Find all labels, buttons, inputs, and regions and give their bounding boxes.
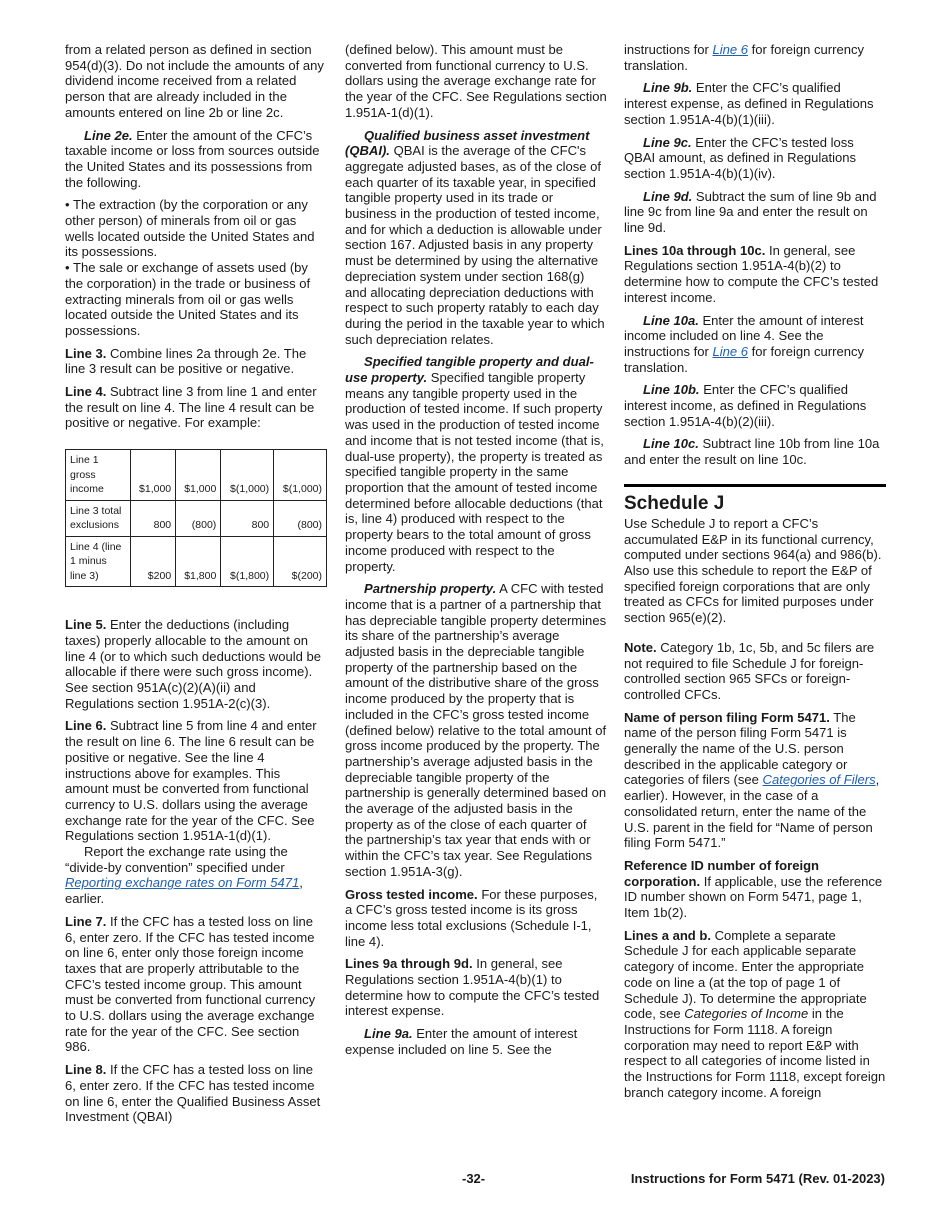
line-6-link[interactable]: Line 6 xyxy=(712,42,749,57)
l10b-heading: Line 10b. xyxy=(643,382,700,398)
stp-heading: Specified tangible property and dual-use property. xyxy=(345,354,594,386)
reporting-exchange-rates-link[interactable]: Reporting exchange rates on Form 5471 xyxy=(65,875,300,891)
document-title-footer: Instructions for Form 5471 (Rev. 01-2023) xyxy=(630,1171,885,1186)
l9d-heading: Line 9d. xyxy=(643,188,693,204)
table-cell: (800) xyxy=(274,500,327,536)
example-table xyxy=(65,449,327,587)
name-of-person-paragraph xyxy=(624,710,886,851)
stp-text: Specified tangible property means any tangible property used in the production of tested income. If such property was used in the production of tested income and income that is not tested income (that is, dual-use property), the property is treated as specified tangible property in the same proportion that the amount of tested income determined before allocable deductions (that is, line 4) produced with respect to the property bears to the total amount of gross income produced with respect to the property. xyxy=(345,370,604,574)
reference-id-paragraph xyxy=(624,858,886,921)
line-5-heading: Line 5. xyxy=(65,617,107,633)
reference-id-text: If applicable, use the reference ID number shown on Form 5471, page 1, Item 1b(2). xyxy=(624,873,883,921)
partnership-property-paragraph xyxy=(345,581,607,879)
line-6-heading: Line 6. xyxy=(65,718,107,734)
line-5-text: Enter the deductions (including taxes) properly allocable to the amount on line 4 (or to which such deductions would be allocable if there were such gross income). See section 951A(c)(2)(A)(ii) and Regulations section 1.951A-2(c)(3). xyxy=(65,617,322,711)
pp-heading: Partnership property. xyxy=(364,581,497,597)
line-4-text: Subtract line 3 from line 1 and enter the result on line 4. The line 4 result can be positive or negative. For example: xyxy=(65,384,317,431)
line-9c-paragraph xyxy=(624,135,886,182)
paragraph-continuation: (defined below). This amount must be converted from functional currency to U.S. dollars using the average exchange rate for the year of the CFC. See Regulations section 1.951A-1(d)(1). xyxy=(345,42,607,120)
text: for foreign currency translation. xyxy=(624,343,865,375)
text: Enter the amount of interest income included on line 4. See the instructions for xyxy=(624,312,864,359)
text: in the Instructions for Form 1118. A foreign corporation may need to report E&P with respect to all categories of income listed in the Instructions for Form 1118, except foreign branch category income. A foreign xyxy=(624,1006,886,1100)
text: The name of the person filing Form 5471 is generally the name of the U.S. person described in the applicable category or categories of filers (see xyxy=(624,709,856,788)
line-7-paragraph xyxy=(65,914,327,1055)
l10-text: In general, see Regulations section 1.951A-4(b)(2) to determine how to compute the CFC’s tested interest income. xyxy=(624,242,879,305)
column-3 xyxy=(624,42,886,1107)
name-heading: Name of person filing Form 5471. xyxy=(624,709,830,725)
gross-tested-income-paragraph xyxy=(345,887,607,950)
schedule-j-intro: Use Schedule J to report a CFC’s accumulated E&P in its functional currency, computed under sections 964(a) and 986(b). Also use this schedule to report the E&P of specified foreign corporations that are only treated as CFCs for limited purposes under section 965(e)(2). xyxy=(624,515,882,626)
table-cell: $(1,800) xyxy=(221,536,274,587)
line-9b-paragraph xyxy=(624,80,886,127)
schedule-j-heading: Schedule J xyxy=(624,492,725,514)
lines-a-b-paragraph xyxy=(624,928,886,1101)
text: Complete a separate Schedule J for each applicable separate category of income. Enter the appropriate code on line a (at the top of page 1 of Schedule J). To determine the appropriate code, see xyxy=(624,927,867,1022)
l10c-heading: Line 10c. xyxy=(643,436,699,452)
l10b-text: Enter the CFC’s qualified interest income, as defined in Regulations section 1.951A-4(b)(2)(iii). xyxy=(624,382,867,429)
l9c-heading: Line 9c. xyxy=(643,134,692,150)
table-cell: $(1,000) xyxy=(221,450,274,501)
qbai-paragraph xyxy=(345,128,607,348)
l9a-text: Enter the amount of interest expense included on line 5. See the xyxy=(345,1026,578,1057)
lines-10a-10c-paragraph xyxy=(624,243,886,306)
line-10c-paragraph xyxy=(624,436,886,467)
gti-text: For these purposes, a CFC’s gross tested income is its gross income less total exclusions (Schedule I-1, line 4). xyxy=(345,886,598,949)
line-9a-paragraph xyxy=(345,1026,607,1057)
pp-text: A CFC with tested income that is a partner of a partnership that has depreciable tangible property determines its share of the partnership’s average adjusted basis in the depreciable tangible property of the partnership based on the amount of the distributive share of the gross income produced by the property that is included in the CFC’s gross tested income (defined below) relative to the total amount of gross income produced by the property. The partnership’s average adjusted basis in the depreciable tangible property of the partnership is generally determined based on the average of the adjusted basis in the property as of the close of each quarter of the partnership’s tax year that ends with or within the CFC’s tax year. See Regulations section 1.951A-3(g). xyxy=(345,581,607,879)
line-5-paragraph xyxy=(65,617,327,711)
bullet-text: The sale or exchange of assets used (by the corporation) in the trade or business of extracting minerals from oil or gas wells located outside the United States and its possessions. xyxy=(65,260,311,338)
text: for foreign currency translation. xyxy=(624,42,865,73)
page-number: -32- xyxy=(462,1171,486,1186)
line-7-heading: Line 7. xyxy=(65,913,107,929)
report-exchange-paragraph xyxy=(65,844,327,907)
paragraph-continuation: from a related person as defined in section 954(d)(3). Do not include the amounts of any dividend income received from a related person that are already included in the amounts entered on line 2b or line 2c. xyxy=(65,42,324,120)
text: instructions for xyxy=(624,42,709,57)
l9b-heading: Line 9b. xyxy=(643,80,693,96)
line-7-text: If the CFC has a tested loss on line 6, enter zero. If the CFC has tested income on line 6, enter only those foreign income taxes that are properly attributable to the CFC’s tested income group. This amount must be converted from functional currency to U.S. dollars using the average exchange rate for the year of the CFC. See section 986. xyxy=(65,913,316,1055)
table-row xyxy=(66,500,327,536)
l9-heading: Lines 9a through 9d. xyxy=(345,956,473,972)
report-text: Report the exchange rate using the “divide-by convention” specified under xyxy=(65,844,288,875)
l9b-text: Enter the CFC’s qualified interest expense, as defined in Regulations section 1.951A-4(b)(1)(iii). xyxy=(624,80,874,127)
table-cell: 800 xyxy=(131,500,176,536)
column-2 xyxy=(345,42,607,1065)
l10-heading: Lines 10a through 10c. xyxy=(624,242,766,258)
lines-a-b-heading: Lines a and b. xyxy=(624,927,711,943)
line-4-paragraph xyxy=(65,384,327,431)
line-8-text: If the CFC has a tested loss on line 6, enter zero. If the CFC has tested income on line 6, enter the Qualified Business Asset Investment (QBAI) xyxy=(65,1062,321,1125)
table-row-label: Line 3 total exclusions xyxy=(66,500,131,536)
line-8-heading: Line 8. xyxy=(65,1062,107,1078)
l10a-heading: Line 10a. xyxy=(643,312,699,328)
reference-id-heading: Reference ID number of foreign corporation. xyxy=(624,857,820,889)
table-row xyxy=(66,536,327,587)
gti-heading: Gross tested income. xyxy=(345,886,478,902)
table-cell: $1,000 xyxy=(176,450,221,501)
report-text-end: , earlier. xyxy=(65,875,303,907)
line-3-text: Combine lines 2a through 2e. The line 3 result can be positive or negative. xyxy=(65,345,307,377)
paragraph-continuation xyxy=(624,42,886,73)
bullet-item: • The extraction (by the corporation or any other person) of minerals from oil or gas wells located outside the United States and its possessions. xyxy=(65,197,315,260)
table-cell: $1,000 xyxy=(131,450,176,501)
table-cell: (800) xyxy=(176,500,221,536)
l10c-text: Subtract line 10b from line 10a and enter the result on line 10c. xyxy=(624,436,880,468)
qbai-text: QBAI is the average of the CFC's aggregate adjusted bases, as of the close of each quarter of its taxable year, in specified tangible property used in its trade or business in the production of tested income, and for which a deduction is allowable under section 167. Adjusted basis in any property must be determined by using the alternative depreciation system under section 168(g) and allocating depreciation deductions with respect to such property ratably to each day during the period in the taxable year to which such depreciation relates. xyxy=(345,143,605,347)
line-10b-paragraph xyxy=(624,382,886,429)
note-paragraph xyxy=(624,640,886,703)
line-2e-heading: Line 2e. xyxy=(84,127,133,143)
l9-text: In general, see Regulations section 1.951A-4(b)(1) to determine how to compute the CFC’s tested interest expense. xyxy=(345,956,600,1019)
table-cell: $(1,000) xyxy=(274,450,327,501)
categories-of-filers-link[interactable]: Categories of Filers xyxy=(762,772,876,788)
note-text: Category 1b, 1c, 5b, and 5c filers are not required to file Schedule J for foreign-controlled section 965 SFCs or foreign-controlled CFCs. xyxy=(624,639,875,702)
table-row-label: Line 1 gross income xyxy=(66,450,131,501)
l9a-heading: Line 9a. xyxy=(364,1026,413,1042)
table-cell: 800 xyxy=(221,500,274,536)
line-9d-paragraph xyxy=(624,189,886,236)
line-3-heading: Line 3. xyxy=(65,345,107,361)
line-6-text: Subtract line 5 from line 4 and enter the result on line 6. The line 6 result can be positive or negative. See the line 4 instructions above for examples. This amount must be converted from functional currency to U.S. dollars using the average exchange rate for the year of the CFC. See Regulations section 1.951A-1(d)(1). xyxy=(65,718,317,844)
table-row xyxy=(66,450,327,501)
line-2e-paragraph xyxy=(65,128,327,191)
line-8-paragraph xyxy=(65,1062,327,1125)
line-2e-text: Enter the amount of the CFC’s taxable income or loss from sources outside the United States and its possessions from the following. xyxy=(65,127,320,190)
l9c-text: Enter the CFC’s tested loss QBAI amount, as defined in Regulations section 1.951A-4(b)(1)(iv). xyxy=(624,134,857,181)
line-10a-paragraph xyxy=(624,313,886,376)
line-4-heading: Line 4. xyxy=(65,384,107,400)
lines-9a-9d-paragraph xyxy=(345,956,607,1019)
bullet-text: The extraction (by the corporation or any other person) of minerals from oil or gas wells located outside the United States and its possessions. xyxy=(65,197,315,260)
section-divider xyxy=(624,484,886,487)
line-3-paragraph xyxy=(65,346,327,377)
table-cell: $200 xyxy=(131,536,176,587)
specified-tangible-property-paragraph xyxy=(345,354,607,574)
column-1 xyxy=(65,42,327,1132)
l9d-text: Subtract the sum of line 9b and line 9c from line 9a and enter the result on line 9d. xyxy=(624,188,877,236)
bullet-item: • The sale or exchange of assets used (by the corporation) in the trade or business of extracting minerals from oil or gas wells located outside the United States and its possessions. xyxy=(65,260,311,338)
table-cell: $(200) xyxy=(274,536,327,587)
table-cell: $1,800 xyxy=(176,536,221,587)
categories-of-income-ref: Categories of Income xyxy=(684,1006,809,1022)
qbai-heading: Qualified business asset investment (QBAI). xyxy=(345,127,590,159)
text: , earlier). However, in the case of a consolidated return, enter the name of the U.S. parent in the field for “Name of person filing Form 5471.” xyxy=(624,772,880,851)
note-heading: Note. xyxy=(624,639,657,655)
line-6-link[interactable]: Line 6 xyxy=(712,343,749,359)
line-6-paragraph xyxy=(65,718,327,844)
table-row-label: Line 4 (line 1 minus line 3) xyxy=(66,536,131,587)
